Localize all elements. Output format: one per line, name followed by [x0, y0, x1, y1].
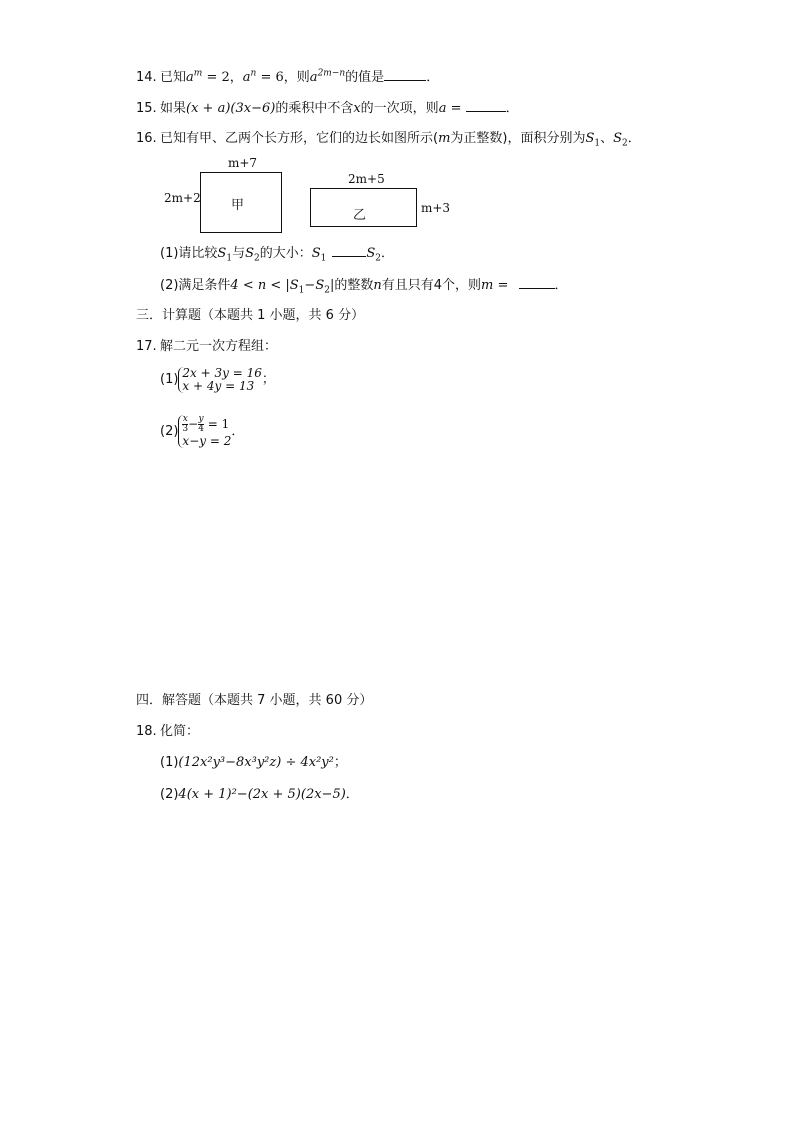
question-17-part-2: (2) $\frac{x}{3}$ − $\frac{y}{4}$ = 1 x−y = 2 ． [160, 414, 245, 448]
rect-yi-top-label: 2m+5 [348, 172, 385, 186]
rect-jia-left-label: 2m+2 [164, 191, 201, 205]
question-14: 14. 已知$a^m = 2$，$a^n = 6$，则$a^{2m-n}$的值是 ． [136, 68, 440, 85]
equation-system-2: $\frac{x}{3}$ − $\frac{y}{4}$ = 1 x−y = 2 [178, 415, 231, 448]
fraction-y-over-4: $\frac{y}{4}$ [198, 414, 204, 434]
question-number: 15. [136, 101, 157, 116]
question-number: 14. [136, 70, 157, 85]
section-3-title: 三．计算题（本题共 1 小题，共 6 分） [136, 308, 365, 323]
answer-blank[interactable] [466, 99, 506, 112]
fraction-x-over-3: $\frac{x}{3}$ [182, 414, 189, 434]
rect-yi-right-label: m+3 [421, 201, 451, 215]
question-18: 18. 化简： [136, 724, 200, 739]
question-15: 15. 如果(x + a)(3x−6)的乘积中不含x的一次项，则a = ． [136, 101, 519, 116]
question-17: 17. 解二元一次方程组： [136, 339, 278, 354]
question-16-part-2: (2)满足条件$4 < n < |S_1-S_2|$的整数n有且只有4个，则m = ． [160, 278, 568, 296]
question-number: 16. [136, 131, 157, 146]
question-16: 16. 已知有甲、乙两个长方形，它们的边长如图所示(m为正整数)，面积分别为$S_1$、$S_2$． [136, 131, 641, 149]
equation-system-1: 2x + 3y = 16 x + 4y = 13 [178, 367, 261, 393]
rect-yi-label: 乙 [353, 208, 367, 223]
answer-blank[interactable] [519, 276, 555, 289]
rect-jia-label: 甲 [231, 198, 245, 213]
question-18-part-1: (1)(12x²y³−8x³y²z) ÷ 4x²y²； [160, 755, 347, 770]
rect-jia-top-label: m+7 [228, 156, 258, 170]
section-4-title: 四．解答题（本题共 7 小题，共 60 分） [136, 693, 373, 708]
question-number: 18. [136, 724, 157, 739]
question-16-part-1: (1)请比较$S_1$与$S_2$的大小：$S_1$ $S_2$． [160, 246, 395, 264]
answer-blank[interactable] [332, 244, 366, 257]
question-number: 17. [136, 339, 157, 354]
answer-blank[interactable] [384, 68, 426, 81]
question-17-part-1: (1) 2x + 3y = 16 x + 4y = 13 ； [160, 365, 275, 393]
question-18-part-2: (2)4(x + 1)²−(2x + 5)(2x−5)． [160, 787, 359, 802]
